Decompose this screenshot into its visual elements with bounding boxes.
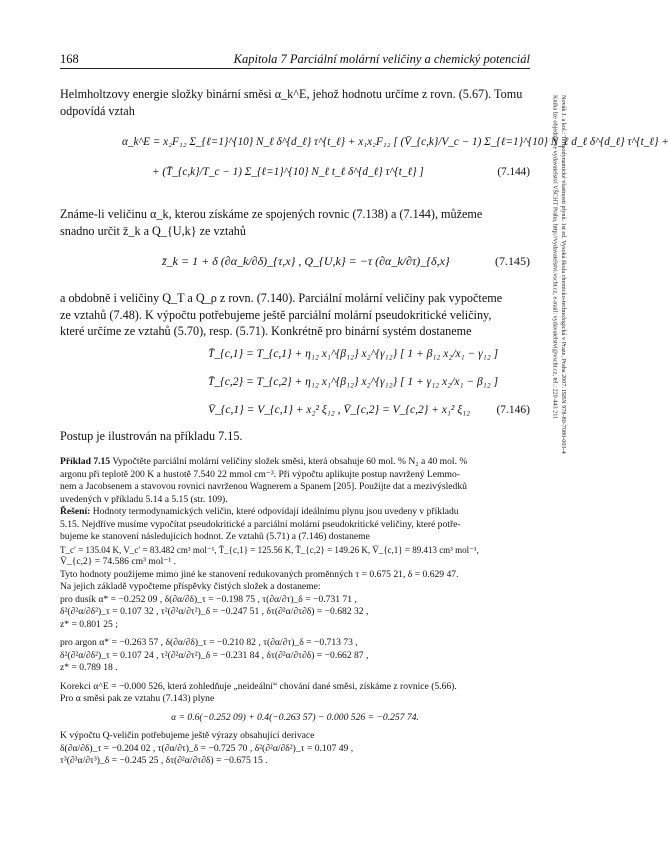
paragraph-3 [60,290,530,340]
solution-tail-line: K výpočtu Q-veličin potřebujeme ještě výrazy obsahující derivace [60,730,315,741]
solution-line: Hodnoty termodynamických veličin, které odpovídají ideálnímu plynu jsou uvedeny v příkladu [92,506,459,517]
solution-line: 5.15. Nejdříve musíme vypočítat pseudokritické a parciální molární pseudokritické veličiny, které potře- [60,518,461,530]
eq-144-number: (7.144) [497,166,530,178]
example-line: nem a Jacobsenem a stavovou rovnici navrženou Wagnerem a Spanem [205]. Použijte dat a mezivýsledků [60,481,467,492]
eq-146-row-1: T̄_{c,1} = T_{c,1} + η₁₂ x₁^{β₁₂} x₂^{γ₁₂} [ 1 + β₁₂ x₂/x₁ − γ₁₂ ] [208,348,499,360]
eq-144-row-2: + (T̄_{c,k}/T_c − 1) Σ_{ℓ=1}^{10} N_ℓ t_ℓ δ^{d_ℓ} τ^{t_ℓ} ] [152,166,424,178]
eq-145-text: z̄_k = 1 + δ (∂α_k/∂δ)_{τ,x} , Q_{U,k} = −τ (∂α_k/∂τ)_{δ,x} [162,254,450,268]
eq-144-row-1: α_k^E = x₂F₁₂ Σ_{ℓ=1}^{10} N_ℓ δ^{d_ℓ} τ^{t_ℓ} + x₁x₂F₁₂ [ (V̄_{c,k}/V_c − 1) Σ_{ℓ=1}^{10} N_ℓ d_ℓ δ^{d_ℓ} τ^{t_ℓ} + [122,136,669,148]
paragraph-4: Postup je ilustrován na příkladu 7.15. [60,429,243,443]
paragraph-2 [60,206,530,239]
example-label: Příklad 7.15 [60,456,111,467]
solution-tail-line: τ³(∂³α/∂τ³)_δ = −0.245 25 , δτ(∂²α/∂τ∂δ) = −0.675 15 . [60,755,268,766]
equation-7-144 [60,130,669,190]
example-line: uvedených v příkladu 5.14 a 5.15 (str. 109). [60,493,228,505]
para2-line-2: snadno určit z̄_k a Q_{U,k} ze vztahů [60,223,246,238]
intro-paragraph [60,86,530,119]
equation-7-145 [60,252,530,276]
eq-145-number: (7.145) [495,254,530,268]
running-header [60,52,530,67]
alpha-equation: α = 0.6(−0.252 09) + 0.4(−0.263 57) − 0.000 526 = −0.257 74. [171,711,419,723]
side-note-line-1: Novák J. a kol.: Termodynamické vlastnosti plynů. 1st ed. Vysoká škola chemicko-technologická v Praze, Praha 2007. ISBN 978-80-7080-003-4 [560,95,567,454]
para3-line-1: a obdobně i veličiny Q_T a Q_ρ z rovn. (7.140). Parciální molární veličiny pak vypočteme [60,291,503,305]
solution-line: pro dusík α* = −0.252 09 , δ(∂α/∂δ)_τ = −0.198 75 , τ(∂α/∂τ)_δ = −0.731 71 , [60,593,357,605]
eq-146-row-3: V̄_{c,1} = V_{c,1} + x₂² ξ₁₂ , V̄_{c,2} = V_{c,2} + x₁² ξ₁₂ [208,404,471,416]
solution-line: Pro α směsi pak ze vztahu (7.143) plyne [60,693,215,704]
solution-label: Řešení: [60,506,91,517]
intro-line-2: odpovídá vztah [60,103,135,118]
para3-line-3: které určíme ze vztahů (5.70), resp. (5.71). Konkrétně pro binární systém dostaneme [60,324,472,338]
eq-146-number: (7.146) [496,404,530,416]
page-number: 168 [60,52,79,66]
solution-line: δ²(∂²α/∂δ²)_τ = 0.107 24 , τ²(∂²α/∂τ²)_δ = −0.231 84 , δτ(∂²α/∂τ∂δ) = −0.662 87 , [60,649,369,661]
solution-line: z* = 0.789 18 . [60,662,118,673]
solution-line: V̄_{c,2} = 74.586 cm³ mol⁻¹ . [60,556,177,567]
chapter-title: Kapitola 7 Parciální molární veličiny a chemický potenciál [233,52,530,66]
solution-line: δ²(∂²α/∂δ²)_τ = 0.107 32 , τ²(∂²α/∂τ²)_δ = −0.247 51 , δτ(∂²α/∂τ∂δ) = −0.682 32 , [60,606,369,617]
para2-line-1: Známe-li veličinu α_k, kterou získáme ze spojených rovnic (7.138) a (7.144), můžeme [60,207,483,221]
example-line: Vypočtěte parciální molární veličiny složek směsi, která obsahuje 60 mol. % N₂ a 40 mol. % [112,456,468,467]
solution-line: T_c′ = 135.04 K, V_c′ = 83.482 cm³ mol⁻¹, T̄_{c,1} = 125.56 K, T̄_{c,2} = 149.26 K, V̄_{c,1} = 89.413 cm³ mol⁻¹, [60,544,479,555]
eq-146-row-2: T̄_{c,2} = T_{c,2} + η₁₂ x₁^{β₁₂} x₂^{γ₁₂} [ 1 + γ₁₂ x₂/x₁ − β₁₂ ] [208,376,499,388]
solution-line: Tyto hodnoty použijeme mimo jiné ke stanovení redukovaných proměnných τ = 0.675 21, δ = 0.629 47. [60,568,459,580]
solution-tail-line: δ(∂α/∂δ)_τ = −0.204 02 , τ(∂α/∂τ)_δ = −0.725 70 , δ²(∂²α/∂δ²)_τ = 0.107 49 , [60,742,354,754]
para3-line-2: ze vztahů (7.48). K výpočtu potřebujeme ještě parciální molární pseudokritické veličiny, [60,307,492,322]
header-rule [60,68,530,69]
side-note [551,95,567,454]
equation-7-146 [60,344,530,424]
example-line: argonu při teplotě 200 K a hustotě 7.540 22 mmol cm⁻³. Při výpočtu aplikujte postup navržený Lemmo- [60,468,460,480]
intro-line-1: Helmholtzovy energie složky binární směsi α_k^E, jehož hodnotu určíme z rovn. (5.67). Tomu [60,87,523,101]
solution-line: Na jejich základě vypočteme příspěvky čistých složek a dostaneme: [60,581,321,592]
side-note-line-2: Kniha lze objednat ve vydavatelství VŠCHT Praha, http://vydavatelstvi.vscht.cz, e-mail: vydavatelstvi@vscht.cz, tel.: 220 443 211 [551,95,559,420]
solution-line: bujeme ke stanovení následujících hodnot. Ze vztahů (5.71) a (7.146) dostaneme [60,531,370,542]
example-7-15 [60,456,530,768]
solution-line: Korekci α^E = −0.000 526, která zohledňuje „neideální“ chování dané směsi, získáme z rovnice (5.66). [60,680,457,692]
solution-line: z* = 0.801 25 ; [60,618,118,630]
solution-line: pro argon α* = −0.263 57 , δ(∂α/∂δ)_τ = −0.210 82 , τ(∂α/∂τ)_δ = −0.713 73 , [60,637,358,648]
